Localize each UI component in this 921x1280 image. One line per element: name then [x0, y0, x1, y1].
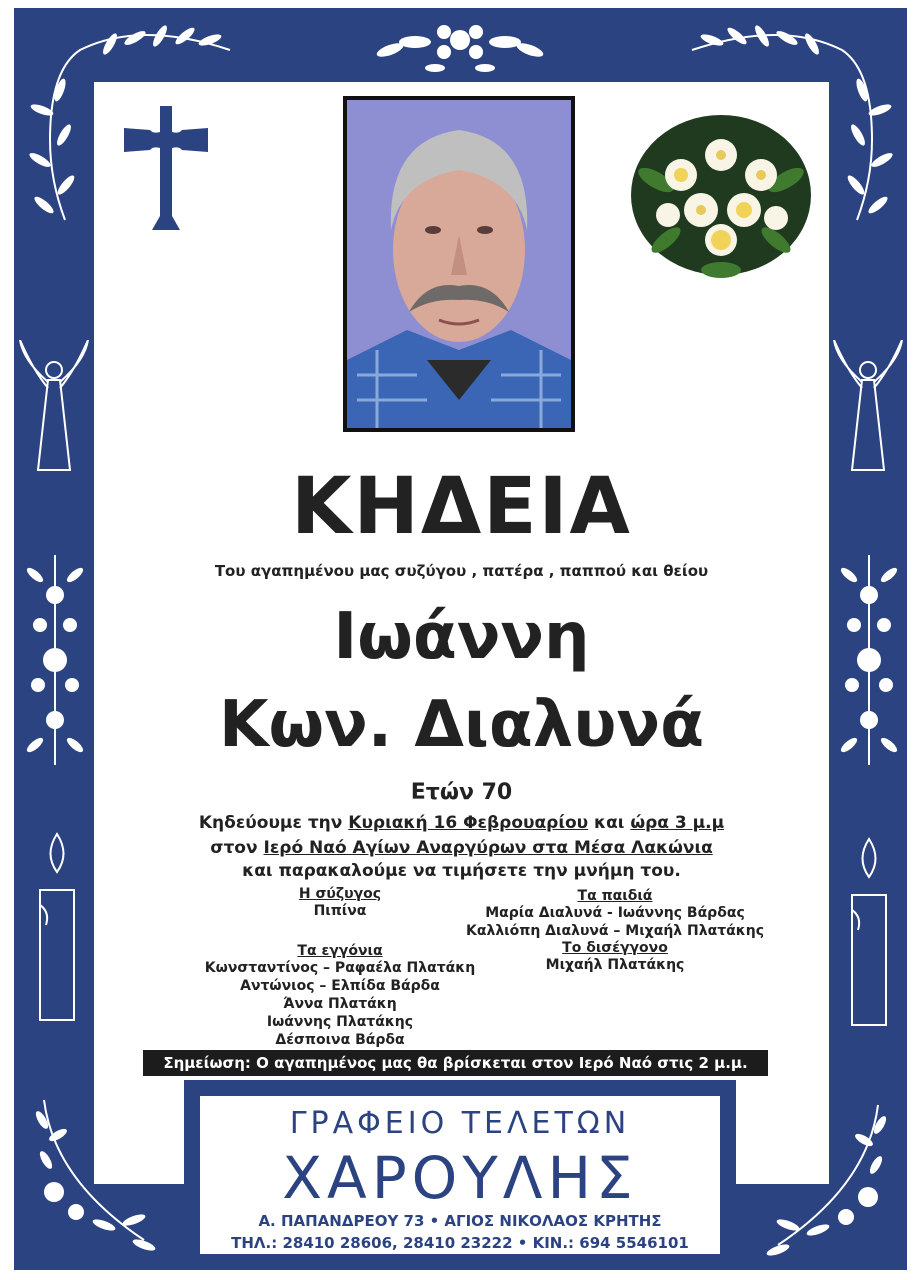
floral-ornament-icon — [360, 10, 560, 80]
service-line-3: και παρακαλούμε να τιμήσετε την μνήμη του. — [242, 861, 681, 881]
agency-inner — [200, 1096, 720, 1254]
grandchildren-heading: Τα εγγόνια — [297, 943, 383, 959]
spouse-name: Πιπίνα — [313, 903, 367, 919]
service-line-1 — [94, 813, 829, 833]
portrait-image — [347, 100, 571, 428]
children-block — [450, 888, 780, 974]
candle-icon — [34, 830, 80, 1025]
angel-icon — [18, 340, 90, 475]
floral-ornament-icon — [834, 555, 904, 765]
deceased-first-name: Ιωάννη — [333, 600, 590, 674]
subtitle: Του αγαπημένου μας συζύγου , πατέρα , παππού και θείου — [214, 562, 709, 580]
funeral-agency-box — [184, 1080, 736, 1270]
children-heading: Τα παιδιά — [577, 888, 653, 904]
child-name: Μαρία Διαλυνά - Ιωάννης Βάρδας — [485, 905, 745, 921]
spouse-heading: Η σύζυγος — [298, 886, 382, 902]
service-time: ώρα 3 μ.μ — [630, 813, 725, 833]
service-line-2 — [94, 838, 829, 858]
candle-icon — [846, 835, 892, 1030]
grandchild-name: Άννα Πλατάκη — [283, 996, 397, 1012]
grandchild-name: Κωνσταντίνος – Ραφαέλα Πλατάκη — [204, 960, 476, 976]
deceased-portrait — [343, 96, 575, 432]
floral-ornament-icon — [24, 1090, 174, 1260]
grandchild-name: Δέσποινα Βάρδα — [275, 1032, 405, 1048]
child-name: Καλλιόπη Διαλυνά – Μιχαήλ Πλατάκης — [466, 923, 764, 939]
page-title: ΚΗΔΕΙΑ — [291, 462, 632, 552]
deceased-age: Ετών 70 — [410, 780, 513, 805]
agency-phones: ΤΗΛ.: 28410 28606, 28410 23222 • ΚΙΝ.: 694 5546101 — [231, 1234, 689, 1252]
service-church: Ιερό Ναό Αγίων Αναργύρων στα Μέσα Λακώνια — [263, 838, 713, 858]
floral-ornament-icon — [748, 1095, 898, 1260]
floral-ornament-icon — [20, 555, 90, 765]
service-text: Κηδεύουμε την — [198, 813, 349, 833]
great-grandchild-heading: Το δισέγγονο — [562, 940, 668, 956]
service-text: στον — [210, 838, 264, 858]
service-text: και — [588, 813, 631, 833]
flower-bouquet-icon — [626, 100, 816, 290]
grandchild-name: Ιωάννης Πλατάκης — [266, 1014, 414, 1030]
great-grandchild-name: Μιχαήλ Πλατάκης — [545, 957, 685, 973]
spouse-block — [200, 886, 480, 920]
grandchild-name: Αντώνιος – Ελπίδα Βάρδα — [240, 978, 440, 994]
agency-address: Α. ΠΑΠΑΝΔΡΕΟΥ 73 • ΑΓΙΟΣ ΝΙΚΟΛΑΟΣ ΚΡΗΤΗΣ — [258, 1212, 662, 1230]
note-banner: Σημείωση: Ο αγαπημένος μας θα βρίσκεται στον Ιερό Ναό στις 2 μ.μ. — [143, 1050, 768, 1076]
deceased-last-name: Κων. Διαλυνά — [218, 688, 705, 762]
agency-label: ΓΡΑΦΕΙΟ ΤΕΛΕΤΩΝ — [289, 1106, 631, 1141]
grandchildren-block — [190, 943, 490, 1049]
service-date: Κυριακή 16 Φεβρουαρίου — [348, 813, 589, 833]
cross-icon — [124, 106, 208, 230]
angel-icon — [832, 340, 904, 475]
agency-name: ΧΑΡΟΥΛΗΣ — [282, 1144, 638, 1212]
